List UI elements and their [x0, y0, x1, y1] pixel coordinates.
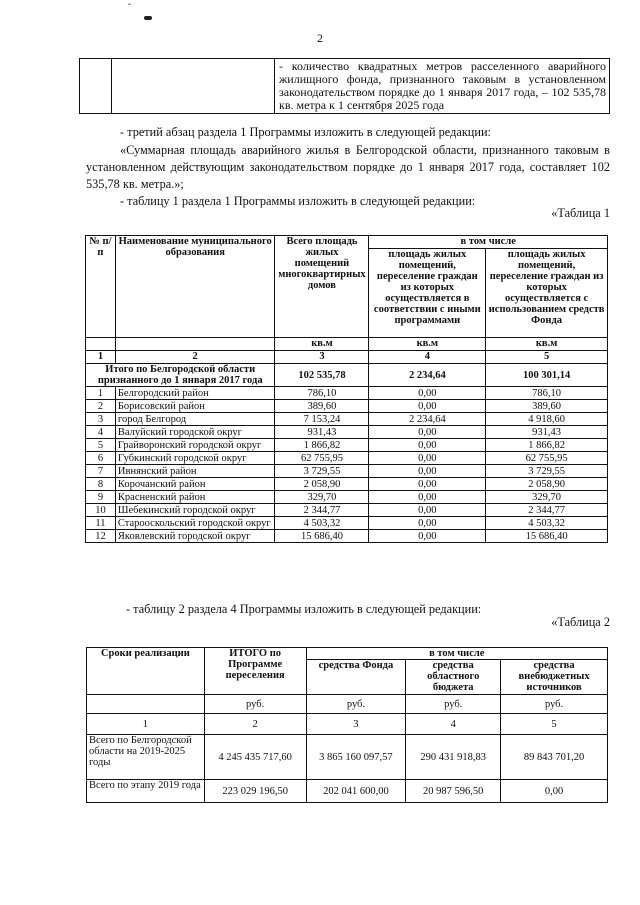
row-extra: 0,00 [501, 780, 608, 803]
empty-cell [80, 59, 112, 114]
col-num: 2 [204, 714, 306, 735]
empty-cell [86, 338, 116, 351]
row-other: 0,00 [369, 439, 486, 452]
header-incl: в том числе [369, 236, 608, 249]
row-num: 12 [86, 530, 116, 543]
row-other: 0,00 [369, 465, 486, 478]
total-row-fund: 100 301,14 [486, 364, 608, 387]
unit-cell: кв.м [369, 338, 486, 351]
table-row [86, 530, 608, 543]
row-num: 6 [86, 452, 116, 465]
row-name: Валуйский городской округ [115, 426, 275, 439]
header-regional: средства областного бюджета [406, 660, 501, 695]
header-extra: средства внебюджетных источников [501, 660, 608, 695]
unit-cell: руб. [406, 695, 501, 714]
row-other: 0,00 [369, 452, 486, 465]
col-num: 4 [369, 351, 486, 364]
table-row [87, 735, 608, 780]
table-row [87, 780, 608, 803]
col-num: 2 [115, 351, 275, 364]
row-total: 7 153,24 [275, 413, 369, 426]
row-other: 0,00 [369, 387, 486, 400]
header-fund: площадь жилых помещений, переселение граждан из которых осуществляется с использованием средств Фонда [486, 249, 608, 338]
row-total: 15 686,40 [275, 530, 369, 543]
row-name: Борисовский район [115, 400, 275, 413]
row-other: 0,00 [369, 491, 486, 504]
row-total: 931,43 [275, 426, 369, 439]
row-fund: 786,10 [486, 387, 608, 400]
row-fund: 202 041 600,00 [306, 780, 406, 803]
row-other: 2 234,64 [369, 413, 486, 426]
table-row [86, 439, 608, 452]
row-num: 1 [86, 387, 116, 400]
top-snippet-table [79, 58, 610, 114]
row-other: 0,00 [369, 400, 486, 413]
table-row [86, 426, 608, 439]
header-incl: в том числе [306, 648, 607, 660]
row-fund: 4 918,60 [486, 413, 608, 426]
col-num: 1 [86, 351, 116, 364]
row-fund: 931,43 [486, 426, 608, 439]
table-row [86, 413, 608, 426]
col-num: 5 [486, 351, 608, 364]
row-fund: 329,70 [486, 491, 608, 504]
row-fund: 2 058,90 [486, 478, 608, 491]
row-total: 2 058,90 [275, 478, 369, 491]
row-fund: 389,60 [486, 400, 608, 413]
row-num: 10 [86, 504, 116, 517]
col-num: 3 [306, 714, 406, 735]
row-other: 0,00 [369, 530, 486, 543]
col-num: 1 [87, 714, 205, 735]
row-total: 389,60 [275, 400, 369, 413]
row-regional: 290 431 918,83 [406, 735, 501, 780]
row-period: Всего по этапу 2019 года [87, 780, 205, 803]
col-num: 5 [501, 714, 608, 735]
row-other: 0,00 [369, 517, 486, 530]
row-other: 0,00 [369, 478, 486, 491]
row-total: 1 866,82 [275, 439, 369, 452]
table-2 [86, 647, 608, 803]
row-fund: 62 755,95 [486, 452, 608, 465]
row-num: 9 [86, 491, 116, 504]
row-name: Старооскольский городской округ [115, 517, 275, 530]
col-num: 4 [406, 714, 501, 735]
quoted-paragraph: «Суммарная площадь аварийного жилья в Белгородской области, признанного таковым в установленном действующим законодательством порядке до 1 января 2017 года, составляет 102 535,78 кв. метра.»; [86, 143, 610, 191]
row-num: 8 [86, 478, 116, 491]
table-row [86, 517, 608, 530]
table1-caption: «Таблица 1 [551, 206, 610, 220]
table-row [86, 387, 608, 400]
col-num: 3 [275, 351, 369, 364]
row-num: 5 [86, 439, 116, 452]
row-num: 4 [86, 426, 116, 439]
unit-cell: руб. [204, 695, 306, 714]
table-row [86, 400, 608, 413]
row-name: город Белгород [115, 413, 275, 426]
row-name: Грайворонский городской округ [115, 439, 275, 452]
row-fund: 4 503,32 [486, 517, 608, 530]
row-total: 329,70 [275, 491, 369, 504]
row-num: 7 [86, 465, 116, 478]
row-name: Шебекинский городской округ [115, 504, 275, 517]
row-other: 0,00 [369, 504, 486, 517]
instruction-paragraph-2: - таблицу 1 раздела 1 Программы изложить в следующей редакции: [120, 194, 476, 208]
unit-cell: кв.м [275, 338, 369, 351]
row-total: 223 029 196,50 [204, 780, 306, 803]
empty-cell [87, 695, 205, 714]
instruction-paragraph-1: - третий абзац раздела 1 Программы изложить в следующей редакции: [120, 125, 491, 139]
unit-cell: кв.м [486, 338, 608, 351]
row-name: Ивнянский район [115, 465, 275, 478]
row-extra: 89 843 701,20 [501, 735, 608, 780]
row-total: 62 755,95 [275, 452, 369, 465]
row-name: Красненский район [115, 491, 275, 504]
row-num: 11 [86, 517, 116, 530]
table-row [86, 478, 608, 491]
header-fund: средства Фонда [306, 660, 406, 695]
row-num: 3 [86, 413, 116, 426]
header-other: площадь жилых помещений, переселение граждан из которых осуществляется в соответствии с иными программами [369, 249, 486, 338]
table-row [86, 452, 608, 465]
row-fund: 3 865 160 097,57 [306, 735, 406, 780]
header-num: № п/п [86, 236, 116, 338]
row-fund: 1 866,82 [486, 439, 608, 452]
row-name: Белгородский район [115, 387, 275, 400]
instruction-paragraph-3: - таблицу 2 раздела 4 Программы изложить в следующей редакции: [126, 602, 482, 616]
header-period: Сроки реализации [87, 648, 205, 695]
scan-mark: ˇ [128, 2, 131, 12]
unit-cell: руб. [306, 695, 406, 714]
row-name: Яковлевский городской округ [115, 530, 275, 543]
table-row [86, 504, 608, 517]
row-total: 2 344,77 [275, 504, 369, 517]
empty-cell [115, 338, 275, 351]
row-name: Корочанский район [115, 478, 275, 491]
row-other: 0,00 [369, 426, 486, 439]
row-total: 4 245 435 717,60 [204, 735, 306, 780]
scan-blot [144, 16, 152, 20]
total-row-total: 102 535,78 [275, 364, 369, 387]
header-name: Наименование муниципального образования [115, 236, 275, 338]
row-name: Губкинский городской округ [115, 452, 275, 465]
row-fund: 2 344,77 [486, 504, 608, 517]
table2-caption: «Таблица 2 [551, 615, 610, 629]
total-row-other: 2 234,64 [369, 364, 486, 387]
table-row [86, 491, 608, 504]
page-number: 2 [317, 31, 323, 45]
row-total: 3 729,55 [275, 465, 369, 478]
row-regional: 20 987 596,50 [406, 780, 501, 803]
table-row [86, 465, 608, 478]
snippet-text: - количество квадратных метров расселенного аварийного жилищного фонда, признанного таковым в установленном законодательством порядке до 1 января 2017 года, – 102 535,78 кв. метра к 1 сентября 2025 года [275, 59, 610, 114]
unit-cell: руб. [501, 695, 608, 714]
row-fund: 15 686,40 [486, 530, 608, 543]
row-fund: 3 729,55 [486, 465, 608, 478]
total-row-label: Итого по Белгородской области признанного до 1 января 2017 года [86, 364, 275, 387]
row-num: 2 [86, 400, 116, 413]
row-total: 786,10 [275, 387, 369, 400]
row-period: Всего по Белгородской области на 2019-2025 годы [87, 735, 205, 780]
row-total: 4 503,32 [275, 517, 369, 530]
header-total: ИТОГО по Программе переселения [204, 648, 306, 695]
header-total: Всего площадь жилых помещений многоквартирных домов [275, 236, 369, 338]
table-1 [85, 235, 608, 543]
empty-cell [112, 59, 275, 114]
